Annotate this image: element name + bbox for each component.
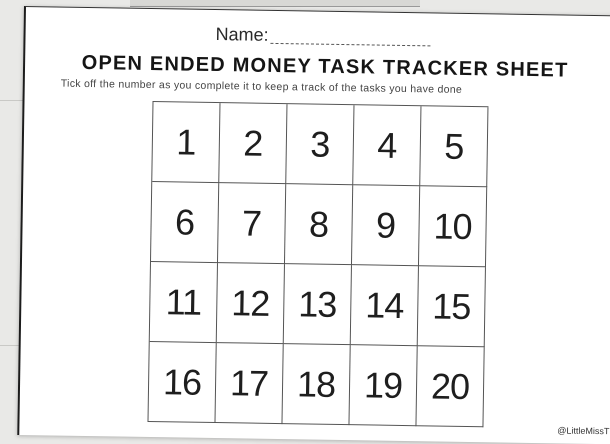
task-cell-14: 14 bbox=[351, 265, 419, 346]
worksheet-instructions: Tick off the number as you complete it to keep a track of the tasks you have done bbox=[60, 77, 463, 96]
task-cell-6: 6 bbox=[151, 182, 219, 263]
name-field bbox=[215, 24, 430, 48]
task-cell-20: 20 bbox=[416, 346, 484, 427]
name-blank-line bbox=[270, 42, 430, 47]
task-cell-10: 10 bbox=[419, 186, 487, 267]
task-cell-13: 13 bbox=[284, 264, 352, 345]
task-cell-11: 11 bbox=[150, 262, 218, 343]
task-cell-19: 19 bbox=[349, 345, 417, 426]
paper-behind-edge bbox=[130, 0, 420, 7]
worksheet-title: OPEN ENDED MONEY TASK TRACKER SHEET bbox=[81, 51, 569, 82]
task-cell-15: 15 bbox=[418, 266, 486, 347]
task-cell-3: 3 bbox=[286, 104, 354, 185]
task-cell-2: 2 bbox=[219, 103, 287, 184]
brand-mark: @LittleMissT bbox=[557, 425, 610, 437]
worksheet-page bbox=[17, 6, 610, 444]
task-cell-1: 1 bbox=[152, 102, 220, 183]
task-cell-8: 8 bbox=[285, 184, 353, 265]
task-cell-16: 16 bbox=[148, 342, 216, 423]
task-cell-18: 18 bbox=[282, 344, 350, 425]
task-cell-5: 5 bbox=[420, 106, 488, 187]
task-cell-17: 17 bbox=[215, 343, 283, 424]
task-cell-9: 9 bbox=[352, 185, 420, 266]
name-label: Name: bbox=[215, 24, 269, 45]
task-cell-4: 4 bbox=[353, 105, 421, 186]
task-number-grid bbox=[147, 101, 488, 427]
task-cell-12: 12 bbox=[217, 263, 285, 344]
task-cell-7: 7 bbox=[218, 183, 286, 264]
